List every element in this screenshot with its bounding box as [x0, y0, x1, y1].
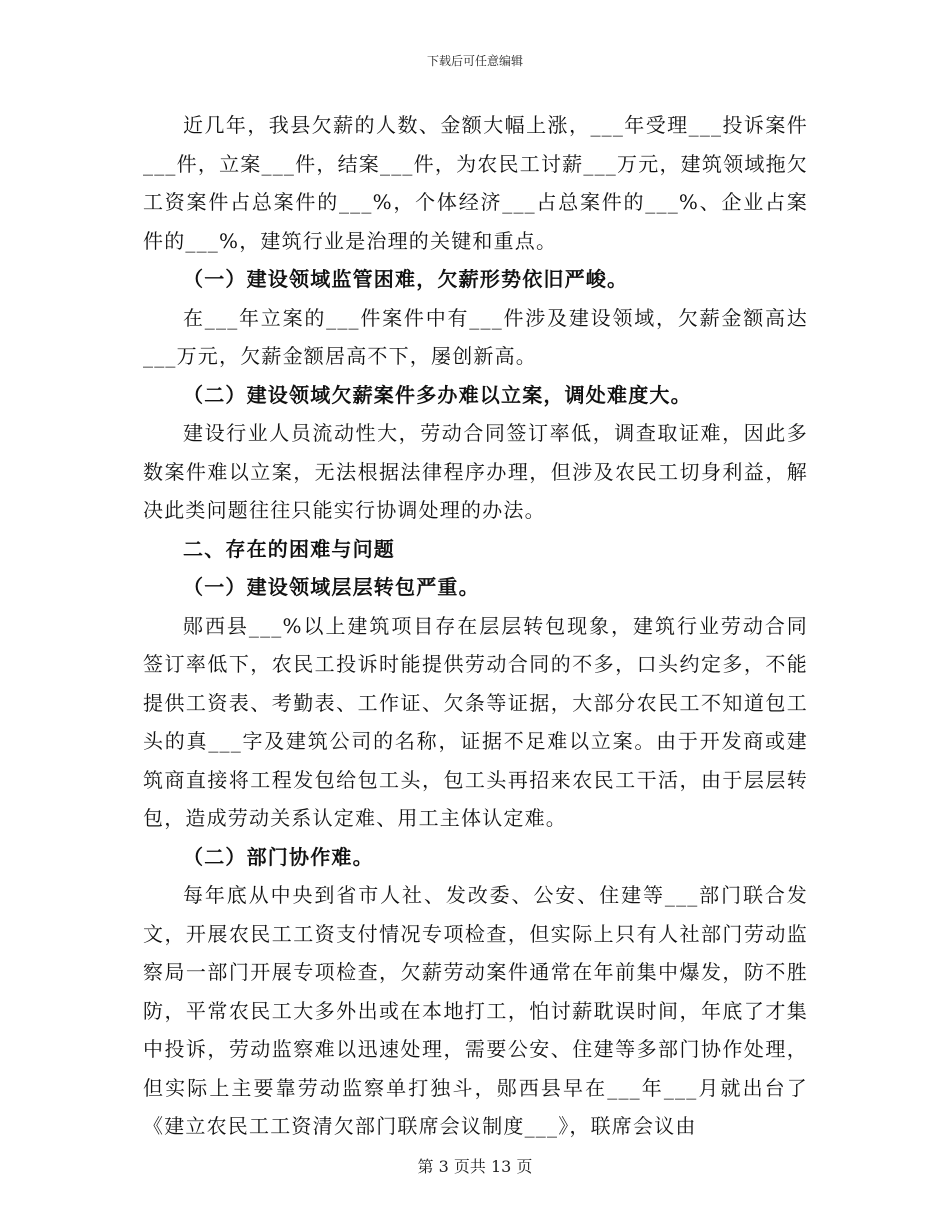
heading-section-two: 二、存在的困难与问题: [183, 536, 395, 561]
document-body: [143, 106, 808, 1146]
heading-supervision-difficulty: （一）建设领域监管困难，欠薪形势依旧严峻。: [183, 267, 629, 291]
paragraph-cases-filed: 在___年立案的___件案件中有___件涉及建设领域，欠薪金额高达___万元，欠薪金额居高不下，屡创新高。: [143, 305, 808, 368]
paragraph-mobility: 建设行业人员流动性大，劳动合同签订率低，调查取证难，因此多数案件难以立案，无法根据法律程序办理，但涉及农民工切身利益，解决此类问题往往只能实行协调处理的办法。: [143, 421, 808, 522]
paragraph-intro: 近几年，我县欠薪的人数、金额大幅上涨，___年受理___投诉案件___件，立案___件，结案___件，为农民工讨薪___万元，建筑领域拖欠工资案件占总案件的___%，个体经济___占总案件的___%、企业占案件的___%，建筑行业是治理的关键和重点。: [143, 113, 808, 253]
paragraph-subcontracting: 郧西县___%以上建筑项目存在层层转包现象，建筑行业劳动合同签订率低下，农民工投诉时能提供劳动合同的不多，口头约定多，不能提供工资表、考勤表、工作证、欠条等证据，大部分农民工不知道包工头的真___字及建筑公司的名称，证据不足难以立案。由于开发商或建筑商直接将工程发包给包工头，包工头再招来农民工干活，由于层层转包，造成劳动关系认定难、用工主体认定难。: [143, 613, 808, 830]
heading-department-cooperation: （二）部门协作难。: [183, 844, 374, 869]
heading-hard-to-file: （二）建设领域欠薪案件多办难以立案，调处难度大。: [183, 382, 692, 407]
page-number-footer: 第 3 页共 13 页: [417, 1157, 533, 1176]
paragraph-department-cooperation: 每年底从中央到省市人社、发改委、公安、住建等___部门联合发文，开展农民工工资支付情况专项检查，但实际上只有人社部门劳动监察局一部门开展专项检查，欠薪劳动案件通常在年前集中爆发，防不胜防，平常农民工大多外出或在本地打工，怕讨薪耽误时间，年底了才集中投诉，劳动监察难以迅速处理，需要公安、住建等多部门协作处理，但实际上主要靠劳动监察单打独斗，郧西县早在___年___月就出台了《建立农民工工资清欠部门联席会议制度___》，联席会议由: [143, 883, 808, 1138]
page-header: 下载后可任意编辑: [426, 54, 523, 68]
heading-subcontracting: （一）建设领域层层转包严重。: [183, 575, 480, 599]
